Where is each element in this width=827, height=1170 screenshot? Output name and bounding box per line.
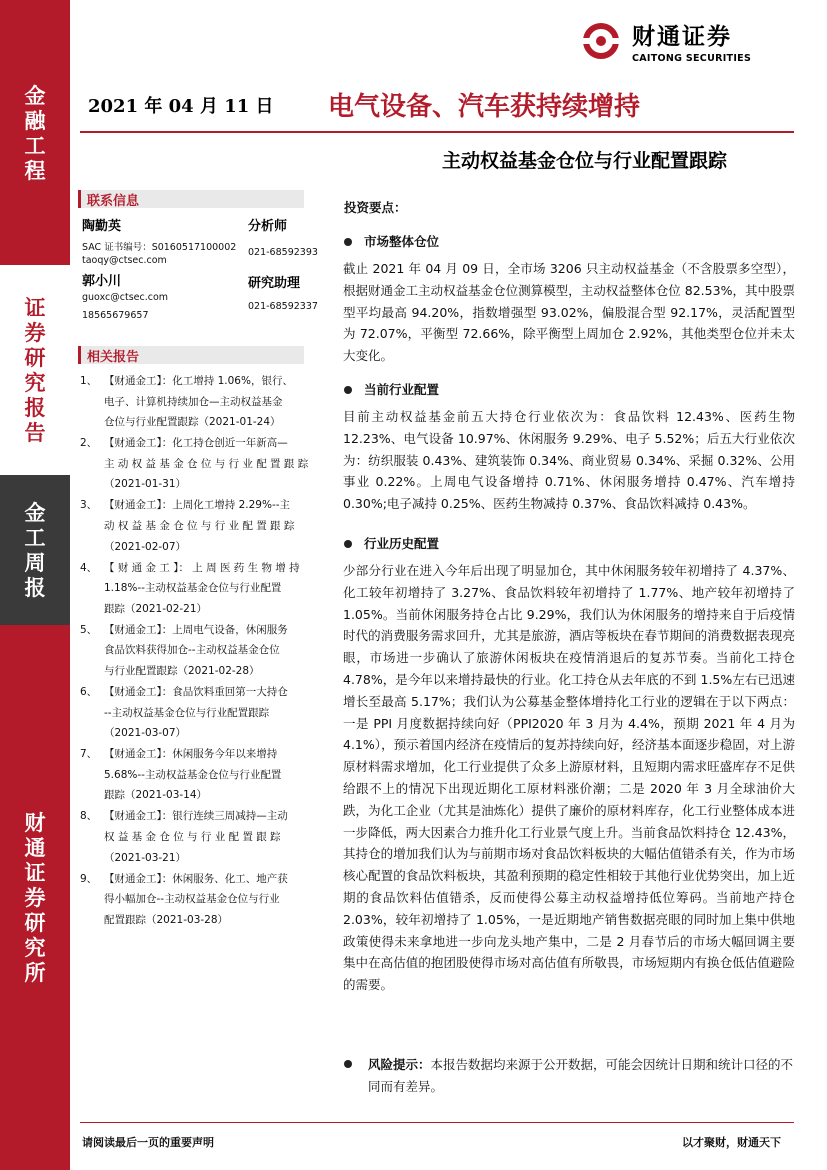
invest-points-heading: 投资要点：: [344, 200, 407, 215]
related-report-text: [104, 620, 318, 682]
analyst1-name: 陶勤英: [82, 219, 122, 234]
side-char: 究: [24, 370, 46, 395]
related-report-item[interactable]: [80, 744, 318, 806]
related-report-line: 【财通金工】：上周化工增持 2.29%--主: [104, 499, 291, 512]
side-char: 券: [24, 320, 46, 345]
bullet-icon: [344, 540, 352, 548]
sec1-heading: [344, 232, 439, 250]
related-report-item[interactable]: [80, 869, 318, 931]
sec2-title: 当前行业配置: [364, 382, 440, 397]
sec3-paragraph: 少部分行业在进入今年后出现了明显加仓，其中休闲服务较年初增持了 4.37%、化工较年初增持了 3.27%、食品饮料较年初增持了 1.77%、地产较年初增持了 1.05%。当前休闲服务持仓占比 9.29%，我们认为休闲服务的增持来自于后疫情时代的消费服务需求回升，尤其是旅游，酒店等板块在春节期间的消费数据表现亮眼，市场进一步确认了旅游休闲板块在疫情消退后的复苏节奏。当前化工持仓 4.78%，是今年以来增持最快的行业。化工持仓从去年底的不到 1.5%左右已迅速增长至最高 5.17%；我们认为公募基金整体增持化工行业的逻辑在于以下两点：一是 PPI 月度数据持续向好（PPI2020 年 3 月为 4.4%，预期 2021 年 4 月为 4.1%），预示着国内经济在疫情后的复苏持续向好，经济基本面逐步稳固，对上游原材料需求增加，化工行业提供了众多上游原材料，且短期内需求旺盛库存不足供给跟不上的情况下出现近期化工原材料涨价潮；二是 2020 年 3 月全球油价大跌，为化工企业（尤其是油炼化）提供了廉价的原材料库存，化工行业整体成本进一步降低，两大因素合力推升化工行业景气度上升。当前食品饮料持仓 12.43%，其持仓的增加我们认为与前期市场对食品饮料板块的大幅估值错杀有关，作为市场核心配置的食品饮料板块，其盈利预期的稳定性相较于其他行业优势突出，加上近期的食品饮料估值错杀，反而使得公募主动权益增持低位筹码。当前地产持仓 2.03%，较年初增持了 1.05%，一是近期地产销售数据亮眼的同时加上集中供地政策使得未来拿地进一步向龙头地产集中，二是 2 月春节后的市场大幅回调主要集中在高估值的抱团股使得市场对高估值有所敬畏，市场短期内有换仓低估值避险的需要。: [343, 563, 795, 993]
related-report-line: 配置跟踪（2021-03-28）: [104, 913, 229, 926]
bullet-icon: [344, 386, 352, 394]
related-report-item[interactable]: [80, 558, 318, 620]
side-char: 融: [24, 107, 46, 133]
side-char: 工: [24, 132, 46, 158]
bullet-icon: [344, 238, 352, 246]
related-report-line: 【财通金工】：银行连续三周减持—主动: [104, 810, 288, 823]
related-report-number: 7、: [80, 748, 98, 761]
side-char: 财: [24, 810, 46, 835]
sec2-paragraph: 目前主动权益基金前五大持仓行业依次为：食品饮料 12.43%、医药生物 12.23%、电气设备 10.97%、休闲服务 9.29%、电子 5.52%；后五大行业依次为：纺织服装 0.43%、建筑装饰 0.34%、商业贸易 0.34%、采掘 0.32%、公用事业 0.22%。上周电气设备增持 0.71%、休闲服务增持 0.47%、汽车增持 0.30%;电子减持 0.25%、医药生物减持 0.37%、食品饮料减持 0.43%。: [343, 409, 795, 512]
header-rule: [80, 131, 794, 133]
related-report-text: [104, 744, 318, 806]
footer-rule: [80, 1122, 794, 1123]
related-report-line: （2021-02-07）: [104, 540, 187, 553]
side-char: 证: [24, 295, 46, 320]
side-char: 所: [24, 960, 46, 985]
side-char: 研: [24, 345, 46, 370]
related-report-line: 跟踪（2021-03-14）: [104, 789, 208, 802]
side-char: 程: [24, 157, 46, 183]
related-report-item[interactable]: [80, 620, 318, 682]
company-logo: [578, 18, 751, 64]
logo-cn-text: 财通证券: [632, 24, 732, 50]
related-report-line: （2021-01-31）: [104, 478, 187, 491]
side-seg-institute: [0, 625, 70, 1170]
side-seg2-text: [25, 295, 46, 445]
related-report-text: [104, 371, 318, 433]
side-seg-research-report: [0, 265, 70, 475]
related-report-line: 主 动 权 益 基 金 仓 位 与 行 业 配 置 跟 踪: [104, 457, 309, 470]
report-title: 电气设备、汽车获持续增持: [328, 92, 641, 122]
sec3-heading: [344, 534, 439, 552]
related-report-line: （2021-03-21）: [104, 851, 187, 864]
related-report-text: [104, 495, 318, 557]
side-seg3-text: [25, 500, 46, 600]
report-date: 2021 年 04 月 11 日: [88, 96, 274, 117]
related-report-line: 【财通金工】：化工持仓创近一年新高—: [104, 437, 288, 450]
side-char: 通: [24, 835, 46, 860]
related-report-number: 5、: [80, 623, 98, 636]
related-report-text: [104, 806, 318, 868]
analyst2-phone: 021-68592337: [248, 301, 318, 312]
related-report-item[interactable]: [80, 371, 318, 433]
side-char: 工: [24, 525, 46, 550]
side-char: 报: [24, 575, 46, 600]
risk-body: [368, 1054, 796, 1098]
related-report-item[interactable]: [80, 806, 318, 868]
related-report-line: 【财通金工】：食品饮料重回第一大持仓: [104, 686, 288, 698]
bullet-icon: [344, 1060, 352, 1068]
related-report-line: 权 益 基 金 仓 位 与 行 业 配 置 跟 踪: [104, 830, 281, 843]
logo-mark-icon: [578, 21, 624, 61]
side-seg-weekly: [0, 475, 70, 625]
footer-disclaimer: 请阅读最后一页的重要声明: [82, 1136, 214, 1149]
related-report-number: 1、: [80, 375, 98, 387]
related-report-line: （2021-03-07）: [104, 727, 187, 740]
related-report-number: 8、: [80, 810, 98, 823]
analyst2-name: 郭小川: [82, 274, 122, 289]
side-seg1-text: [25, 83, 46, 183]
analyst1-role: 分析师: [248, 219, 288, 234]
sec3-title: 行业历史配置: [364, 536, 440, 551]
analyst2-email[interactable]: guoxc@ctsec.com: [82, 292, 169, 303]
side-char: 报: [24, 395, 46, 420]
related-report-item[interactable]: [80, 682, 318, 744]
contact-section-header: [78, 190, 304, 208]
side-seg-financial-engineering: [0, 0, 70, 265]
related-report-line: 仓位与行业配置跟踪（2021-01-24）: [104, 416, 281, 429]
related-report-item[interactable]: [80, 495, 318, 557]
side-band: [0, 0, 70, 1170]
related-report-number: 6、: [80, 686, 98, 698]
related-report-text: [104, 433, 318, 495]
related-report-line: 与行业配置跟踪（2021-02-28）: [104, 664, 260, 677]
sec1-title: 市场整体仓位: [364, 234, 440, 249]
related-heading: 相关报告: [87, 350, 140, 365]
related-report-text: [104, 558, 318, 620]
related-report-line: 【财通金工】：上周电气设备，休闲服务: [104, 623, 288, 636]
related-report-line: 5.68%--主动权益基金仓位与行业配置: [104, 768, 282, 781]
related-report-line: 【财通金工】：休闲服务、化工、地产获: [104, 872, 288, 885]
analyst1-cert: SAC 证书编号：S0160517100002: [82, 242, 237, 253]
risk-text: 本报告数据均来源于公开数据，可能会因统计日期和统计口径的不同而有差异。: [368, 1057, 794, 1094]
related-report-line: 食品饮料获得加仓--主动权益基金仓位: [104, 644, 280, 657]
contact-heading: 联系信息: [87, 194, 140, 209]
related-report-line: 1.18%--主动权益基金仓位与行业配置: [104, 582, 282, 595]
analyst1-email[interactable]: taoqy@ctsec.com: [82, 255, 167, 266]
related-report-number: 4、: [80, 561, 98, 574]
related-report-line: 得小幅加仓--主动权益基金仓位与行业: [104, 893, 280, 906]
logo-en-text: CAITONG SECURITIES: [632, 53, 752, 64]
related-report-line: 电子、计算机持续加仓—主动权益基金: [104, 395, 283, 408]
related-report-line: 【财通金工】：休闲服务今年以来增持: [104, 748, 278, 761]
risk-label: 风险提示：: [368, 1057, 431, 1072]
related-report-number: 9、: [80, 872, 98, 885]
related-report-line: 跟踪（2021-02-21）: [104, 602, 208, 615]
side-char: 证: [24, 860, 46, 885]
related-report-text: [104, 682, 318, 744]
related-report-line: 【财通金工】：化工增持 1.06%，银行、: [104, 375, 293, 387]
side-seg4-text: [25, 810, 46, 985]
analyst1-phone: 021-68592393: [248, 247, 318, 258]
report-subtitle: 主动权益基金仓位与行业配置跟踪: [441, 150, 727, 172]
side-char: 金: [24, 82, 46, 108]
related-report-number: 2、: [80, 437, 98, 450]
side-char: 券: [24, 885, 46, 910]
related-report-text: [104, 869, 318, 931]
related-report-line: 【 财 通 金 工 】： 上 周 医 药 生 物 增 持: [104, 561, 300, 574]
sec2-heading: [344, 380, 439, 398]
side-char: 研: [24, 910, 46, 935]
footer-slogan: 以才聚财，财通天下: [682, 1136, 781, 1149]
sec1-paragraph: 截止 2021 年 04 月 09 日，全市场 3206 只主动权益基金（不含股票多空型），根据财通金工主动权益基金仓位测算模型，主动权益整体仓位 82.53%，其中股票型平均最高 94.20%，指数增强型 93.02%，偏股混合型 92.17%，灵活配置型为 72.07%，平衡型 72.66%，除平衡型上周加仓 2.92%，其他类型仓位并未太大变化。: [343, 261, 795, 364]
related-report-line: --主动权益基金仓位与行业配置跟踪: [104, 706, 270, 719]
related-section-header: [78, 346, 304, 364]
side-char: 告: [24, 420, 46, 445]
side-char: 周: [24, 550, 46, 575]
analyst2-role: 研究助理: [248, 276, 301, 291]
related-report-line: 动 权 益 基 金 仓 位 与 行 业 配 置 跟 踪: [104, 519, 295, 532]
side-char: 究: [24, 935, 46, 960]
related-report-item[interactable]: [80, 433, 318, 495]
related-report-number: 3、: [80, 499, 98, 512]
side-char: 金: [24, 500, 46, 525]
analyst2-mobile: 18565679657: [82, 310, 149, 321]
